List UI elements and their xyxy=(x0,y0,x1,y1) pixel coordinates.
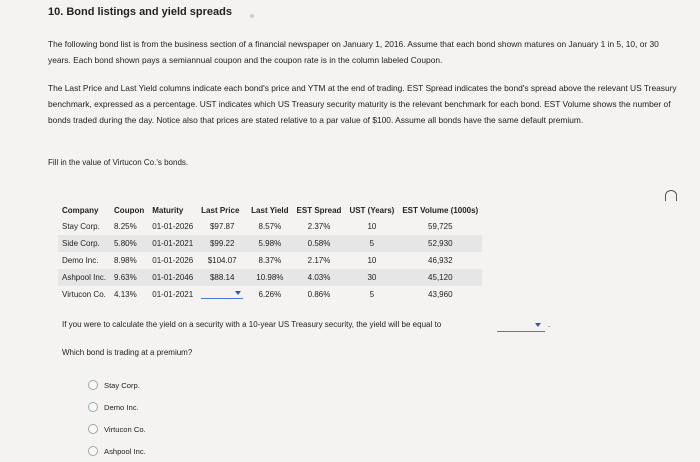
cell-last-price: $104.07 xyxy=(207,256,237,265)
cell-est-volume: 43,960 xyxy=(428,290,453,299)
cell-est-spread: 2.37% xyxy=(307,222,331,231)
premium-options xyxy=(88,374,146,462)
cell-est-volume: 59,725 xyxy=(428,222,453,231)
explanation-paragraph: The Last Price and Last Yield columns indicate each bond's price and YTM at the end of trading. EST Spread indicates the bond's spread above the relevant US Treasury benchmark, expressed as a percentage. UST indicates which US Treasury security maturity is the relevant benchmark for each bond. EST Volume shows the number of bonds traded during the day. Notice also that prices are stated relative to a par value of $100. Assume all bonds have the same default premium. xyxy=(48,83,677,125)
intro-paragraph: The following bond list is from the business section of a financial newspaper on January 1, 2016. Assume that each bond shown matures on January 1 in 5, 10, or 30 years. Each bond shown pays a semiannual coupon and the coupon rate is in the column labeled Coupon. xyxy=(48,39,659,65)
chevron-down-icon xyxy=(235,291,241,295)
header-est-volume: EST Volume (1000s) xyxy=(402,205,479,215)
cell-maturity: 01-01-2026 xyxy=(152,222,194,231)
question-period: . xyxy=(548,320,551,329)
option-stay-corp[interactable] xyxy=(88,374,146,396)
decorative-dot xyxy=(250,14,254,18)
cell-ust: 10 xyxy=(367,256,377,265)
cell-coupon: 5.80% xyxy=(114,239,137,248)
instruction-text: Fill in the value of Virtucon Co.'s bonds. xyxy=(48,158,189,167)
cell-maturity: 01-01-2046 xyxy=(152,273,194,282)
question-yield-text: If you were to calculate the yield on a security with a 10-year US Treasury security, the yield will be equal to xyxy=(62,320,442,329)
cell-maturity: 01-01-2021 xyxy=(152,290,194,299)
header-last-price: Last Price xyxy=(201,205,240,215)
header-company: Company xyxy=(62,205,99,215)
cell-coupon: 4.13% xyxy=(114,290,137,299)
cell-last-yield: 8.37% xyxy=(258,256,282,265)
cell-ust: 10 xyxy=(367,222,377,231)
cell-last-price: $88.14 xyxy=(209,273,235,282)
option-label: Stay Corp. xyxy=(104,380,140,390)
cursor-icon xyxy=(665,190,677,201)
cell-company: Virtucon Co. xyxy=(62,290,106,299)
bond-table xyxy=(58,202,482,303)
header-coupon: Coupon xyxy=(114,205,145,215)
table-row xyxy=(58,286,482,303)
cell-est-spread: 0.86% xyxy=(307,290,331,299)
header-maturity: Maturity xyxy=(152,205,184,215)
cell-coupon: 8.98% xyxy=(114,256,137,265)
cell-ust: 30 xyxy=(367,273,377,282)
radio-button-icon[interactable] xyxy=(88,380,98,390)
header-est-spread: EST Spread xyxy=(296,205,342,215)
header-last-yield: Last Yield xyxy=(251,205,289,215)
cell-est-volume: 46,932 xyxy=(428,256,453,265)
cell-company: Demo Inc. xyxy=(62,256,99,265)
radio-button-icon[interactable] xyxy=(88,446,98,456)
cell-company: Stay Corp. xyxy=(62,222,100,231)
yield-answer-dropdown[interactable] xyxy=(497,320,545,332)
cell-last-price xyxy=(197,286,247,303)
table-row xyxy=(58,269,482,286)
table-row xyxy=(58,235,482,252)
cell-coupon: 9.63% xyxy=(114,273,137,282)
radio-button-icon[interactable] xyxy=(88,424,98,434)
option-label: Virtucon Co. xyxy=(104,424,146,434)
cell-ust: 5 xyxy=(369,239,375,248)
table-header-row xyxy=(58,202,482,218)
table-row xyxy=(58,218,482,235)
cell-est-volume: 45,120 xyxy=(428,273,453,282)
question-premium-text: Which bond is trading at a premium? xyxy=(62,348,193,357)
header-ust: UST (Years) xyxy=(349,205,395,215)
cell-maturity: 01-01-2026 xyxy=(152,256,194,265)
cell-est-volume: 52,930 xyxy=(428,239,453,248)
cell-last-price: $99.22 xyxy=(209,239,235,248)
option-demo-inc[interactable] xyxy=(88,396,146,418)
cell-maturity: 01-01-2021 xyxy=(152,239,194,248)
cell-last-yield: 6.26% xyxy=(258,290,282,299)
problem-title: 10. Bond listings and yield spreads xyxy=(48,6,232,18)
chevron-down-icon xyxy=(535,323,541,327)
cell-company: Ashpool Inc. xyxy=(62,273,107,282)
radio-button-icon[interactable] xyxy=(88,402,98,412)
option-virtucon-co[interactable] xyxy=(88,418,146,440)
option-label: Ashpool Inc. xyxy=(104,446,146,456)
virtucon-price-dropdown[interactable] xyxy=(201,288,243,299)
cell-last-price: $97.87 xyxy=(209,222,235,231)
cell-last-yield: 5.98% xyxy=(258,239,282,248)
cell-est-spread: 2.17% xyxy=(307,256,331,265)
cell-coupon: 8.25% xyxy=(114,222,137,231)
cell-last-yield: 8.57% xyxy=(258,222,282,231)
cell-company: Side Corp. xyxy=(62,239,100,248)
cell-est-spread: 0.58% xyxy=(307,239,331,248)
option-label: Demo Inc. xyxy=(104,402,139,412)
table-row xyxy=(58,252,482,269)
cell-est-spread: 4.03% xyxy=(307,273,331,282)
cell-ust: 5 xyxy=(369,290,375,299)
cell-last-yield: 10.98% xyxy=(256,273,284,282)
